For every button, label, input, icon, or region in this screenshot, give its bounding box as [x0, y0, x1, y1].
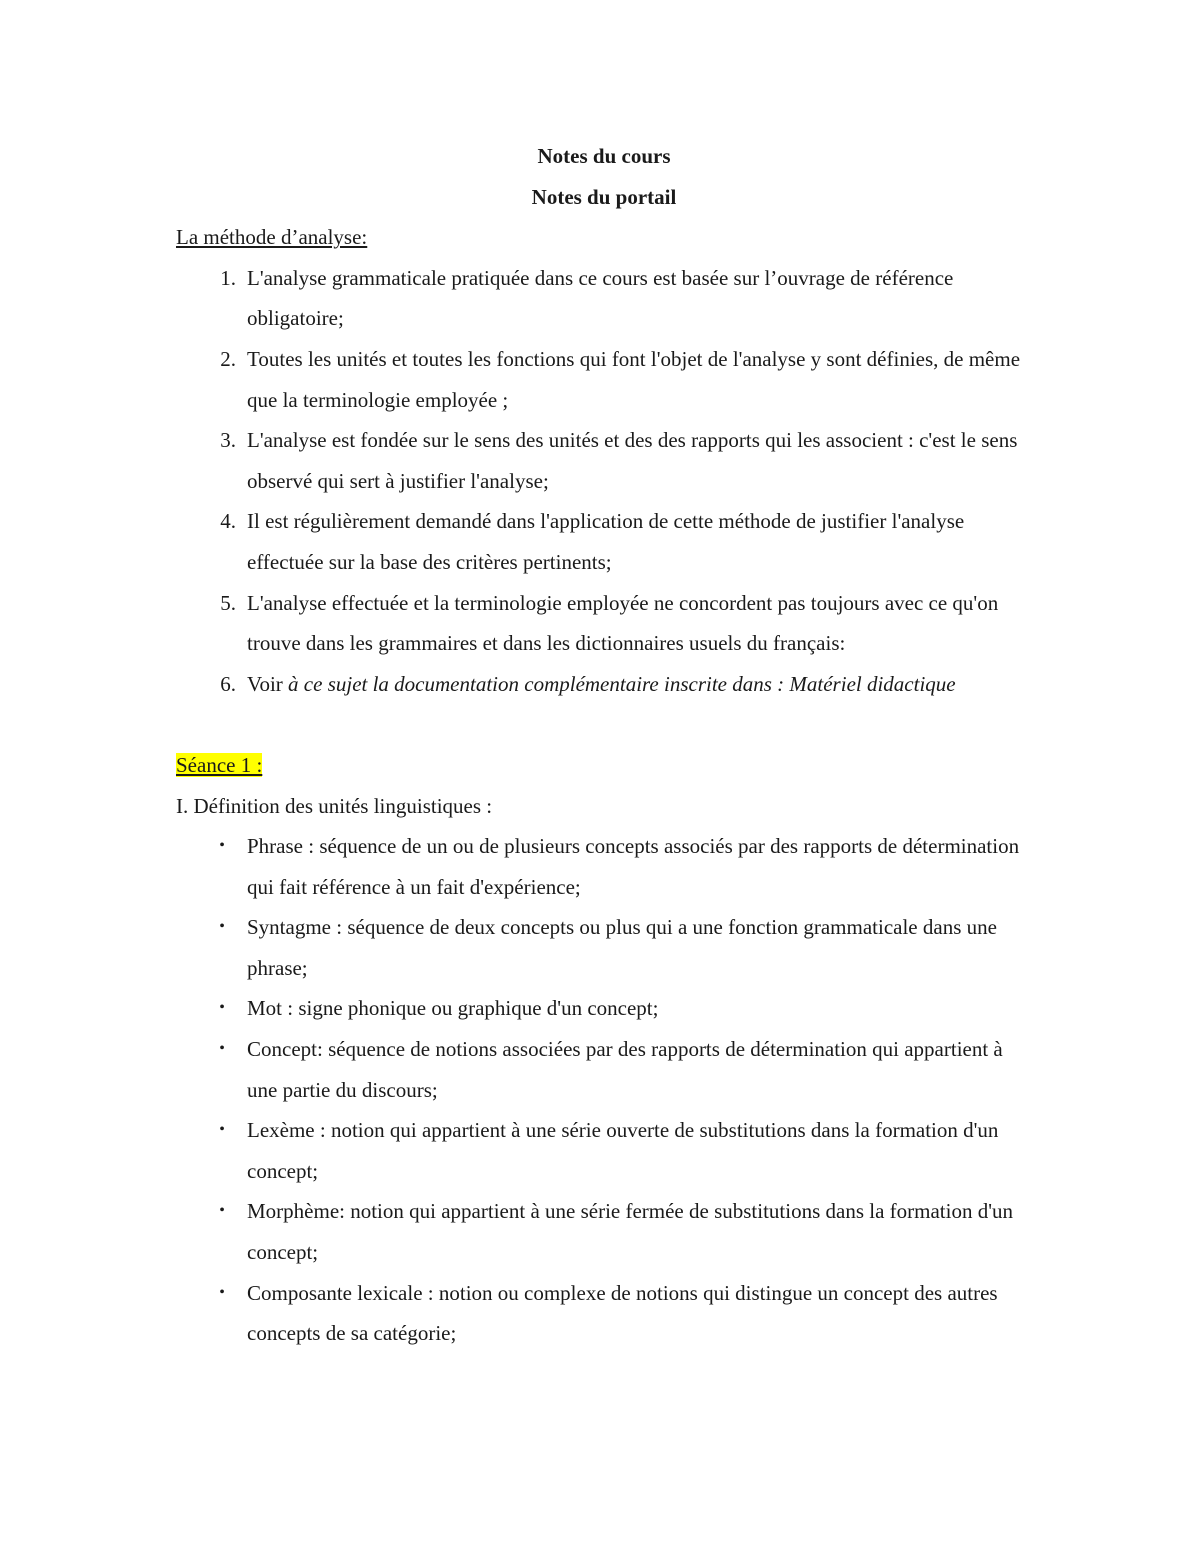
bullet-icon: •: [219, 1040, 225, 1058]
list-item: [176, 258, 1036, 339]
list-item: [176, 1273, 1036, 1354]
list-item: [176, 1110, 1036, 1191]
document-subtitle: Notes du portail: [531, 184, 677, 209]
document-page: [176, 136, 1036, 1354]
list-item-text: L'analyse grammaticale pratiquée dans ce cours est basée sur l’ouvrage de référence obligatoire;: [247, 265, 954, 331]
list-number: 5.: [220, 590, 236, 615]
list-item: [176, 501, 1036, 582]
definition-text: Phrase : séquence de un ou de plusieurs concepts associés par des rapports de détermination qui fait référence à un fait d'expérience;: [247, 834, 1020, 899]
list-item-italic-text: à ce sujet la documentation complémentaire inscrite dans : Matériel didactique: [288, 671, 956, 696]
list-number: 1.: [220, 265, 236, 290]
list-item: [176, 988, 1036, 1029]
definitions-list: [176, 826, 1036, 1354]
seance-heading: Séance 1 :: [176, 752, 263, 777]
list-item-text: L'analyse est fondée sur le sens des unités et des des rapports qui les associent : c'est le sens observé qui sert à justifier l'analyse;: [247, 428, 1018, 493]
bullet-icon: •: [219, 999, 225, 1017]
bullet-icon: •: [219, 1121, 225, 1139]
definition-text: Concept: séquence de notions associées par des rapports de détermination qui appartient à une partie du discours;: [247, 1037, 1003, 1102]
blank-line: [176, 704, 1036, 745]
list-item: [176, 1191, 1036, 1272]
list-item-text: Il est régulièrement demandé dans l'application de cette méthode de justifier l'analyse effectuée sur la base des critères pertinents;: [247, 509, 965, 574]
list-item-text: Toutes les unités et toutes les fonctions qui font l'objet de l'analyse y sont définies, de même que la terminologie employée ;: [247, 346, 1021, 412]
list-item: [176, 664, 1036, 705]
bullet-icon: •: [219, 1202, 225, 1220]
list-number: 2.: [220, 346, 236, 371]
seance-heading-row: [176, 745, 1036, 786]
section-heading-I: I. Définition des unités linguistiques :: [176, 793, 493, 818]
definition-text: Lexème : notion qui appartient à une série ouverte de substitutions dans la formation d'un concept;: [247, 1118, 999, 1183]
list-item: [176, 826, 1036, 907]
bullet-icon: •: [219, 918, 225, 936]
list-number: 3.: [220, 428, 236, 453]
bullet-icon: •: [219, 1283, 225, 1301]
document-title: Notes du cours: [537, 144, 671, 168]
method-heading: La méthode d’analyse:: [176, 225, 368, 250]
list-number: 4.: [220, 509, 236, 534]
list-item-prefix: Voir: [247, 671, 289, 696]
definition-text: Mot : signe phonique ou graphique d'un concept;: [247, 996, 659, 1021]
definition-text: Syntagme : séquence de deux concepts ou plus qui a une fonction grammaticale dans une phrase;: [247, 915, 997, 980]
list-item-text: L'analyse effectuée et la terminologie employée ne concordent pas toujours avec ce qu'on trouve dans les grammaires et dans les dictionnaires usuels du français:: [247, 590, 999, 656]
method-list: [176, 258, 1036, 705]
list-number: 6.: [220, 671, 236, 696]
definition-text: Morphème: notion qui appartient à une série fermée de substitutions dans la formation d'un concept;: [247, 1199, 1014, 1265]
list-item: [176, 583, 1036, 664]
list-item: [176, 1029, 1036, 1110]
list-item: [176, 420, 1036, 501]
list-item: [176, 339, 1036, 420]
definition-text: Composante lexicale : notion ou complexe de notions qui distingue un concept des autres concepts de sa catégorie;: [247, 1280, 998, 1346]
bullet-icon: •: [219, 837, 225, 855]
list-item: [176, 907, 1036, 988]
